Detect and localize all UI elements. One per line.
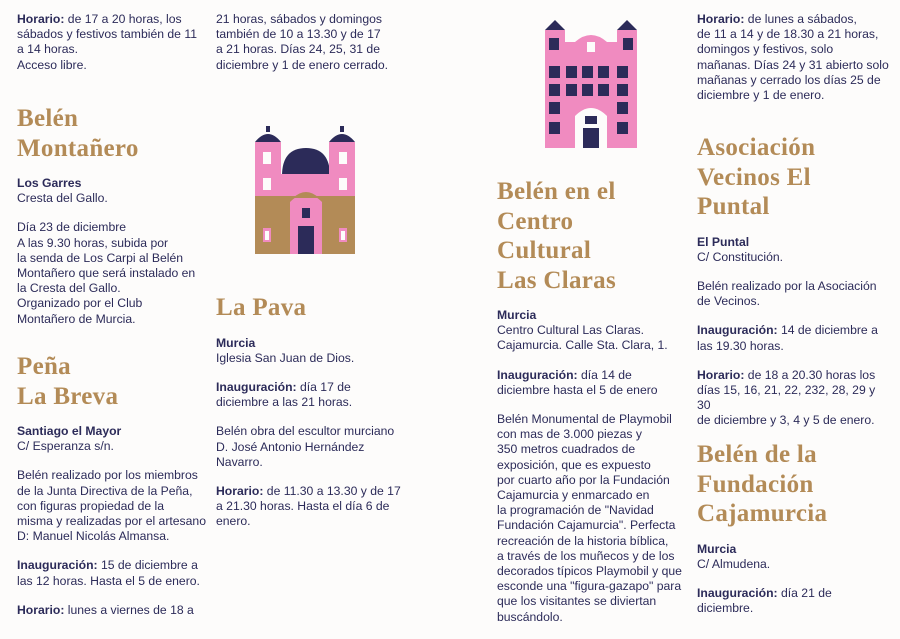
section-la-pava xyxy=(216,293,411,530)
section-belen-montanero xyxy=(17,104,207,327)
section-title: Belén en el Centro Cultural Las Claras xyxy=(497,178,616,294)
horario-continued-top: Horario: de 17 a 20 horas, los sábados y festivos también de 11 a 14 horas. Acceso libre. xyxy=(17,12,197,72)
location-address: C/ Esperanza s/n. xyxy=(17,439,114,454)
section-asociacion-vecinos-el-puntal xyxy=(697,133,892,429)
location-name: Murcia xyxy=(697,541,737,556)
schedule: Horario: de 18 a 20.30 horas los días 15, 16, 21, 22, 232, 28, 29 y 30 de diciembre y 3, 4 y 5 de enero. xyxy=(697,367,876,428)
inauguration: Inauguración: día 21 de diciembre. xyxy=(697,585,832,616)
schedule: Horario: de 11.30 a 13.30 y de 17 a 21.30 horas. Hasta el día 6 de enero. xyxy=(216,483,401,529)
location-address: C/ Constitución. xyxy=(697,249,784,264)
description: Belén Monumental de Playmobil con mas de 3.000 piezas y 350 metros cuadrados de exposición, que es expuesto por cuarto año por la Fundación Cajamurcia y enmarcado en la programación de "Navidad Fundación Cajamurcia". Perfecta recreación de la historia bíblica, a través de los muñecos y de los decorados típicos Playmobil y que esconde una "figura-gazapo" para que los visitantes se diviertan buscándolo. xyxy=(497,412,682,624)
description: Belén obra del escultor murciano D. José Antonio Hernández Navarro. xyxy=(216,424,395,469)
column-1 xyxy=(17,12,207,73)
column-4 xyxy=(697,12,892,103)
inauguration: Inauguración: día 17 de diciembre a las 21 horas. xyxy=(216,379,353,410)
section-title: Belén de la Fundación Cajamurcia xyxy=(697,441,828,527)
church-illustration xyxy=(250,126,362,256)
horario-top: Horario: de lunes a sábados, de 11 a 14 y de 18.30 a 21 horas, domingos y festivos, solo mañanas. Días 24 y 31 abierto solo mañanas y cerrado los días 25 de diciembre y 1 de enero. xyxy=(697,12,889,103)
location-name: Los Garres xyxy=(17,176,82,190)
inauguration: Inauguración: 14 de diciembre a las 19.30 horas. xyxy=(697,323,878,353)
schedule: Horario: lunes a viernes de 18 a xyxy=(17,602,194,617)
location-name: El Puntal xyxy=(697,234,750,249)
schedule-continued-top: 21 horas, sábados y domingos también de 10 a 13.30 y de 17 a 21 horas. Días 24, 25, 31 de diciembre y 1 de enero cerrado. xyxy=(216,12,389,72)
section-belen-centro-cultural-las-claras xyxy=(497,177,692,625)
column-2 xyxy=(216,12,411,73)
location-name: Santiago el Mayor xyxy=(17,424,122,438)
location-address: Centro Cultural Las Claras. Cajamurcia. Calle Sta. Clara, 1. xyxy=(497,323,668,353)
section-title: Peña La Breva xyxy=(17,353,119,410)
location-address: Cresta del Gallo. xyxy=(17,191,108,206)
inauguration: Inauguración: 15 de diciembre a las 12 horas. Hasta el 5 de enero. xyxy=(17,558,200,588)
section-title: Belén Montañero xyxy=(17,105,139,162)
section-title: Asociación Vecinos El Puntal xyxy=(697,134,816,220)
section-belen-fundacion-cajamurcia xyxy=(697,440,892,616)
location-address: C/ Almudena. xyxy=(697,556,771,571)
cultural-center-illustration xyxy=(545,20,637,150)
location-name: Murcia xyxy=(216,335,256,350)
description: Día 23 de diciembre A las 9.30 horas, subida por la senda de Los Carpi al Belén Montañero que será instalado en la Cresta del Gallo. Organizado por el Club Montañero de Murcia. xyxy=(17,220,196,326)
inauguration: Inauguración: día 14 de diciembre hasta el 5 de enero xyxy=(497,367,658,397)
location-name: Murcia xyxy=(497,308,537,322)
section-pena-la-breva xyxy=(17,352,207,618)
location-address: Iglesia San Juan de Dios. xyxy=(216,350,355,365)
section-title: La Pava xyxy=(216,294,307,321)
description: Belén realizado por los miembros de la Junta Directiva de la Peña, con figuras propiedad de la misma y realizadas por el artesano D: Manuel Nicolás Almansa. xyxy=(17,468,206,544)
description: Belén realizado por la Asociación de Vecinos. xyxy=(697,278,877,309)
